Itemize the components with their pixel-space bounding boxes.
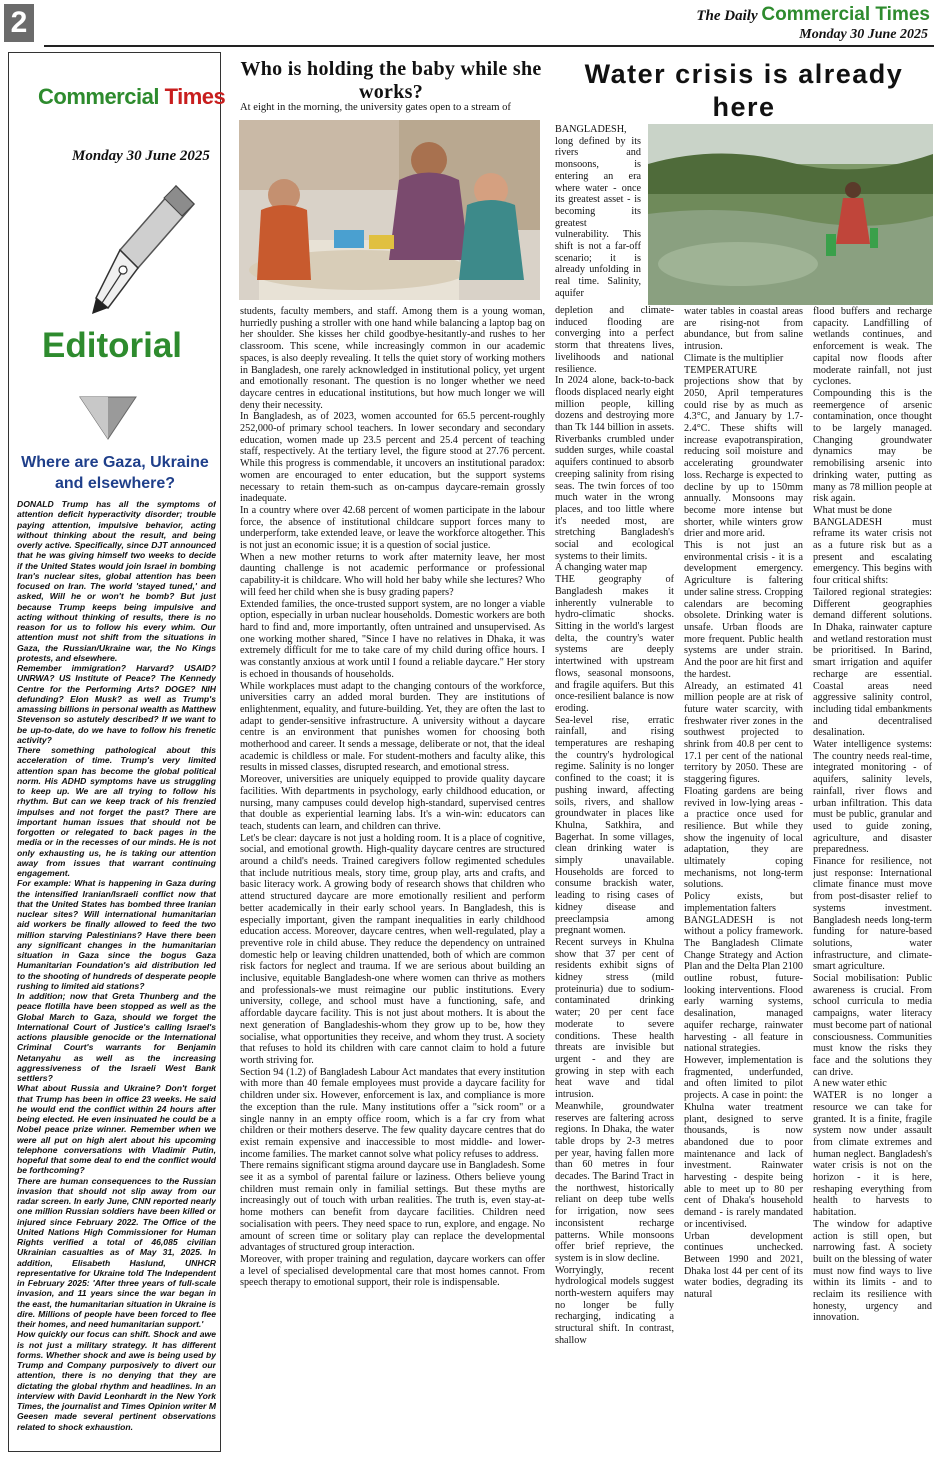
article1-paragraph: Let's be clear: daycare is not just a holding room. It is a place of cognitive, social, and emotional growth. High-quality daycare centres are structured around a child's needs. Trained caregivers follow regimented schedules that include nutritious meals, story time, group play, arts and crafts, and basic literacy work. A growing body of research shows that children who attend structured daycare are more emotionally resilient and perform better academically in their early school years. In Bangladesh, this is especially important, given the rampant inequalities in early childhood education access. Moreover, daycare centres, when well-regulated, play a preventive role in child abuse. They reduce the dependency on untrained domestic help or leaving children unattended, both of which are common risk factors for neglect and trauma. If we are serious about building an inclusive, equitable Bangladesh-one where women can thrive as mothers and professionals-we must reimagine our public institutions. Every university, college, and school must have a functioning, safe, and affordable daycare facility. This is not just about mothers. It is about the next generation of Bangladeshis-whom they grow up to be, how they socialise, what opportunities they receive, and whom they trust. A society that refuses to hold its children with care cannot claim to hold a future worth striving for. [240,832,545,1066]
article2-paragraph: The window for adaptive action is still open, but narrowing fast. A society built on the blessing of water must now find ways to live within its limits - and to reclaim its resilience with honesty, urgency and innovation. [813,1218,932,1324]
article1-intro: At eight in the morning, the university gates open to a stream of [240,102,511,113]
article2-paragraph: WATER is no longer a resource we can take for granted. It is a finite, fragile system now under assault from climate extremes and human neglect. Bangladesh's water crisis is not on the horizon - it is here, reshaping everything from health to harvests to habitation. [813,1090,932,1219]
page-number: 2 [4,4,34,42]
water-photo [648,124,933,305]
article2-paragraph: Sea-level rise, erratic rainfall, and rising temperatures are reshaping the country's hydrological regime. Salinity is no longer confined to the coast; it is pushing inward, affecting soils, rivers, and shallow groundwater in places like Khulna, Satkhira, and Bagerhat. In some villages, clean drinking water is simply unavailable. Households are forced to consume brackish water, leading to rising cases of kidney disease and preeclampsia among pregnant women. [555,714,674,937]
article2-paragraph: TEMPERATURE projections show that by 2050, April temperatures could rise by as much as 4.3°C, and January by 1.7-2.4°C. These shifts will increase evapotranspiration, reducing soil moisture and accelerating groundwater loss. Recharge is expected to decline by up to 150mm annually. Monsoons may become more intense but shorter, while winters grow drier and more arid. [684,364,803,540]
editorial-paragraph: There something pathological about this acceleration of time. Trump's very limited attention span has become the global political norm. His ADHD symptoms have us struggling to keep up. We are all trying to follow his rhythm. But can we keep track of his frenzied impulses and not forget the past? There are important human issues that should not be forgotten or relegated to back pages in the media or in the recesses of our minds. He is not only exhausting us, he is taking our attention away from issues that warrant continuing engagement. [17,745,216,878]
editorial-paragraph: What about Russia and Ukraine? Don't forget that Trump has been in office 23 weeks. He said he would end the conflict within 24 hours after being elected. He even insinuated he could be a Nobel peace prize winner. Remember when we were all put on high alert about his upcoming telephone conversations with Vladimir Putin, hopeful that some deal to end the conflict would be forthcoming? [17,1083,216,1176]
article2-paragraph: Floating gardens are being revived in low-lying areas - a practice once used for resilience. But while they show the ingenuity of local adaptation, they are ultimately coping mechanisms, not long-term solutions. [684,785,803,891]
article1-body [240,306,545,1446]
article1-title: Who is holding the baby while she works? [240,58,542,103]
section-label-editorial: Editorial [42,326,183,365]
sidebar-date: Monday 30 June 2025 [72,148,210,164]
article1-paragraph: In a country where over 42.68 percent of women participate in the labour force, the absence of institutional childcare support forces many to underperform, take extended leave, or leave the workforce altogether. This is not just an economic issue; it is a question of social justice. [240,504,545,552]
editorial-body [17,499,216,1444]
editorial-paragraph: For example: What is happening in Gaza during the intensified Iranian/Israeli conflict now that that the United States has bombed three Iranian nuclear sites? Will international humanitarian aid workers be finally allowed to feed the two million starving Palestinians? Have there been any significant changes in the humanitarian situation in Gaza since the bogus Gaza Humanitarian Foundation's aid distribution led to the shooting of hundreds of desperate people rushing to limited aid stations? [17,878,216,991]
article2-paragraph: water tables in coastal areas are rising-not from abundance, but from saline intrusion. [684,306,803,353]
article1-paragraph: students, faculty members, and staff. Among them is a young woman, hurriedly pushing a stroller with one hand while balancing a laptop bag on her shoulder. She kisses her child goodbye-hesitantly-and rushes to her classroom. This scene, while increasingly common in our academic spaces, is also deeply revealing. It tells the quiet story of working mothers in Bangladesh, one rarely acknowledged in institutional policy, yet urgent and emotionally resonant. The question is no longer whether we need daycare centres in educational institutions, but how much longer we will deny their necessity. [240,306,545,411]
daycare-photo [239,120,540,300]
article1-paragraph: There remains significant stigma around daycare use in Bangladesh. Some see it as a symbol of parental failure or laziness. Others believe young children must remain only in familial settings. But these myths are increasingly out of touch with urban realities. The truth is, even stay-at-home mothers can benefit from daycare facilities. Children need socialisation with peers. They need space to run, explore, and engage. No amount of screen time or solitary play can replace the developmental advantages of structured group interaction. [240,1160,545,1254]
article2-paragraph: This is not just an environmental crisis - it is a development emergency. Agriculture is faltering under saline stress. Cropping calendars are becoming obsolete. Drinking water is unsafe. Urban floods are more frequent. Public health systems are under strain. And the poor are hit first and the hardest. [684,540,803,680]
article2-paragraph: depletion and climate-induced flooding are converging into a perfect storm that threatens lives, livelihoods and national resilience. [555,305,674,375]
editorial-paragraph: In addition; now that Greta Thunberg and the peace flotilla have been stopped as well as the Global March to Gaza, should we forget the International Court of Justice's calling Israel's actions plausible genocide or the International Criminal Court's warrants for Benjamin Netanyahu as well as the increasing aggressiveness of the Israeli West Bank settlers? [17,991,216,1083]
editorial-headline: Where are Gaza, Ukraine and elsewhere? [21,454,209,492]
article2-paragraph: Tailored regional strategies: Different geographies demand different solutions. In Dhaka, rainwater capture and wetland restoration must be prioritised. In Barind, smart irrigation and aquifer recharge are essential. Coastal areas need aggressive salinity control, including tidal embankments and decentralised desalination. [813,586,932,739]
editorial-paragraph: There are human consequences to the Russian invasion that should not slip away from our radar screen. In early June, CNN reported nearly one million Russian soldiers have been killed or injured since February 2022. The Office of the United Nations High Commissioner for Human Rights verified a total of 46,085 civilian Ukrainian casualties as of May 31, 2025. In addition, Elisabeth Haslund, UNHCR representative for Ukraine told The Independent in February 2025: 'After three years of full-scale invasion, and 11 years since the war began in the east, the humanitarian situation in Ukraine is dire. Millions of people have been forced to flee their homes, and need humanitarian support.' [17,1175,216,1329]
article1-paragraph: Section 94 (1.2) of Bangladesh Labour Act mandates that every institution with more than 40 female employees must provide a daycare facility for children under six. However, enforcement is lax, and compliance is more the exception than the rule. Many institutions offer a "sick room" or a single nanny in an empty office room, which is a far cry from what children or their mothers deserve. The few quality daycare centres that do exist remain expensive and inaccessible to most middle- and lower-income families. The market cannot solve what policy refuses to address. [240,1066,545,1160]
article2-paragraph: Already, an estimated 41 million people are at risk of future water scarcity, with freshwater river zones in the southwest projected to shrink from 40.8 per cent to 17.1 per cent of the national territory by 2050. These are staggering figures. [684,680,803,786]
article2-paragraph: BANGLADESH, long defined by its rivers and monsoons, is entering an era where water - once its greatest asset - is becoming its greatest vulnerability. This shift is not a far-off scenario; it is already unfolding in real time. Salinity, aquifer [555,124,641,299]
sidebar-logo-word2: Times [164,84,226,109]
sidebar-logo [38,84,225,110]
article2-subhead: A new water ethic [813,1078,887,1090]
article2-paragraph: BANGLADESH must reframe its water crisis not as a future risk but as a present and escalating emergency. This begins with four critical shifts: [813,516,932,587]
masthead-date: Monday 30 June 2025 [799,27,928,42]
article2-subhead: What must be done [813,504,892,516]
article2-paragraph: Compounding this is the reemergence of arsenic contamination, once thought to be largely managed. Changing groundwater dynamics may be remobilising arsenic into drinking water, putting as many as 78 million people at risk again. [813,387,932,505]
article2-paragraph: Recent surveys in Khulna show that 37 per cent of residents exhibit signs of kidney stress (mild proteinuria) due to sodium-contaminated drinking water; 20 per cent face moderate to severe conditions. These health threats are invisible but urgent - and they are growing in step with each heat wave and tidal intrusion. [555,936,674,1101]
article2-column-2 [684,306,803,1446]
masthead-prefix: The Daily [696,8,758,24]
article2-subhead: Climate is the multiplier [684,352,784,364]
article2-subhead: Policy exists, but implementation falters [684,891,803,914]
article2-subhead: A changing water map [555,562,647,574]
article2-paragraph: Water intelligence systems: The country needs real-time, integrated monitoring - of aquifers, salinity levels, rainfall, river flows and urban infiltration. This data must be public, granular and used to guide zoning, agriculture, and disaster preparedness. [813,739,932,856]
article2-paragraph: BANGLADESH is not without a policy framework. The Bangladesh Climate Change Strategy and Action Plan and the Delta Plan 2100 outline robust, future-looking interventions. Flood early warning systems, desalination, managed aquifer recharge, rainwater harvesting - all feature in national strategies. [684,914,803,1055]
sidebar-logo-word1: Commercial [38,84,159,109]
article2-paragraph: Worryingly, recent hydrological models suggest north-western aquifers may no longer be fully recharging, indicating a structural shift. In contrast, shallow [555,1264,674,1346]
article2-column-1-lower [555,305,674,1445]
article2-column-3 [813,306,932,1446]
article2-paragraph: Meanwhile, groundwater reserves are faltering across regions. In Dhaka, the water table drops by 2-3 metres per year, having fallen more than 60 metres in four decades. The Barind Tract in the northwest, historically reliant on deep tube wells for irrigation, now sees inconsistent recharge patterns. While monsoons offer brief reprieve, the system is in slow decline. [555,1100,674,1264]
article2-paragraph: flood buffers and recharge capacity. Landfilling of wetlands continues, and enforcement is weak. The capital now floods after moderate rainfall, not just cyclones. [813,306,932,388]
article2-paragraph: THE geography of Bangladesh makes it inherently vulnerable to hydro-climatic shocks. Sitting in the world's largest delta, the country's water systems are deeply intertwined with upstream flows, seasonal monsoons, and fragile aquifers. But this once-resilient balance is now eroding. [555,574,674,714]
article2-paragraph: In 2024 alone, back-to-back floods displaced nearly eight million people, killing dozens and destroying more than Tk 144 billion in assets. Riverbanks crumbled under sudden surges, while coastal aquifers continued to absorb creeping salinity from rising seas. The twin forces of too much water in the wrong places, and too little where it's needed most, are stretching Bangladesh's social and ecological systems to their limits. [555,375,674,562]
article1-paragraph: While workplaces must adapt to the changing contours of the workforce, universities carry an added moral burden. They are institutions of enlightenment, equality, and future-building. Yet, they are often the last to adapt to gender-sensitive infrastructure. A university without a daycare centre is an environment that punishes women for choosing both motherhood and career. It sends a message, deliberate or not, that the ideal academic is childless or male. For student-mothers and faculty alike, this results in missed classes, disrupted research, and emotional stress. [240,680,545,774]
article1-paragraph: In Bangladesh, as of 2023, women accounted for 65.5 percent-roughly 252,000-of primary school teachers. In lower secondary and secondary education, women made up 23.5 percent and 25.4 percent of teaching staff, respectively. At the tertiary level, the figure stood at 27.76 percent. While this progress is commendable, it uncovers an institutional paradox: women are encouraged to enter education, but the support systems necessary to retain them-such as on-campus daycare-remain grossly inadequate. [240,411,545,505]
editorial-paragraph: Remember immigration? Harvard? USAID? UNRWA? US Institute of Peace? The Kennedy Centre for the Performing Arts? DOGE? NIH defunding? Elon Musk? as well as Trump's amassing billions in personal wealth as Matthew Stevenson so astutely described? If we want to be up-to-date, do we have to follow his frenetic activity? [17,663,216,745]
editorial-paragraph: How quickly our focus can shift. Shock and awe is not just a military strategy. It has different forms. Whether shock and awe is being used by Trump and Company purposively to divert our attention, there is no denying that they are dictating the global rhythm and headlines. In an interview with David Leonhardt in the New York Times, the journalist and Times Opinion writer M Geesen made several pertinent observations related to shock exhaustion. [17,1329,216,1432]
article1-paragraph: When a new mother returns to work after maternity leave, her most daunting challenge is not academic performance or professional capability-it is childcare. Who will hold her baby while she lectures? Who will feed her child when she is busy grading papers? [240,551,545,598]
article1-paragraph: Moreover, universities are uniquely equipped to provide quality daycare facilities. With departments in psychology, early childhood education, or nursing, many campuses could develop high-standard, supervised centres that double as experiential learning labs. It's a win-win: educators can teach, students can learn, and children can thrive. [240,774,545,832]
article2-paragraph: However, implementation is fragmented, underfunded, and often limited to pilot projects. A case in point: the Khulna water treatment plant, designed to serve thousands, is now abandoned due to poor maintenance and lack of investment. Rainwater harvesting - despite being able to meet up to 80 per cent of Dhaka's household demand - is rarely mandated or incentivised. [684,1055,803,1230]
article2-title: Water crisis is already here [584,59,904,122]
pen-nib-icon [78,180,198,315]
article1-paragraph: Extended families, the once-trusted support system, are no longer a viable option, especially in urban nuclear households. Domestic workers are both hard to find and, more importantly, often untrained and unsupervised. As one working mother shared, "Since I have no relatives in Dhaka, it was extremely difficult for me to take care of my child during office hours. I was constantly anxious at work until I found a reliable daycare." Her story is echoed in thousands of households. [240,598,545,680]
article2-paragraph: Social mobilisation: Public awareness is crucial. From school curricula to media campaigns, water literacy must become part of national consciousness. Communities must know the risks they face and the solutions they can drive. [813,973,932,1078]
article1-paragraph: Moreover, with proper training and regulation, daycare workers can offer a level of specialised developmental care that most homes cannot. From speech therapy to emotional support, their role is indispensable. [240,1253,545,1289]
masthead-name: Commercial Times [761,4,930,25]
article2-paragraph: Urban development continues unchecked. Between 1990 and 2021, Dhaka lost 44 per cent of its water bodies, degrading its natural [684,1230,803,1301]
masthead [696,4,930,26]
article2-paragraph: Finance for resilience, not just response: International climate finance must move from post-disaster relief to systems investment. Bangladesh needs long-term funding for nature-based solutions, water infrastructure, and climate-smart agriculture. [813,856,932,973]
down-arrow-icon [78,395,138,443]
article2-column-1 [555,124,641,304]
editorial-paragraph: DONALD Trump has all the symptoms of attention deficit hyperactivity disorder; trouble paying attention, impulsive behavior, acting without thinking about the result, and being overly active. Specifically, since DJT announced that he was giving himself two weeks to decide if the United States would join Israel in bombing Iran's nuclear sites, global attention has been focused on Iran. The world 'stayed tuned,' and asked, Will he or won't he bomb? But just because Trump keeps being impulsive and acting without thinking of results, there is no reason for us to follow his every whim. Our attention must not shift from the situations in Gaza, the Russian/Ukraine war, the No Kings protests, and elsewhere. [17,499,216,663]
masthead-rule [44,45,934,47]
